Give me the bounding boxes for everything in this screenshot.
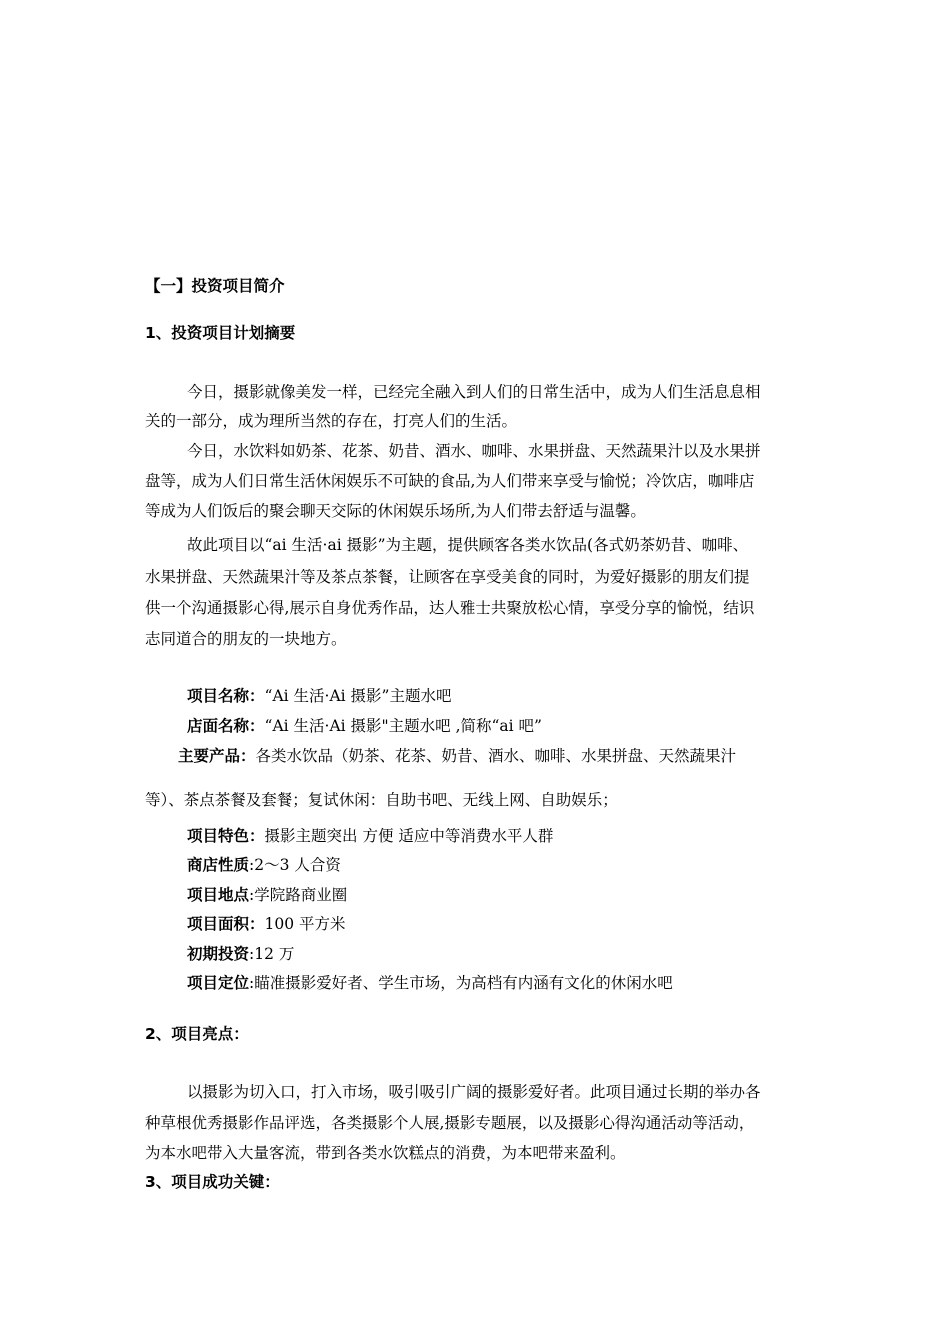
paragraph-line: 今日，摄影就像美发一样，已经完全融入到人们的日常生活中，成为人们生活息息相: [187, 383, 761, 401]
info-key: 项目面积：: [187, 915, 265, 933]
info-value: :12 万: [249, 945, 295, 963]
info-item-store-name: [187, 714, 542, 736]
info-value: :瞄准摄影爱好者、学生市场，为高档有内涵有文化的休闲水吧: [249, 974, 673, 992]
paragraph-line: 水果拼盘、天然蔬果汁等及茶点茶餐，让顾客在享受美食的同时，为爱好摄影的朋友们提: [145, 568, 750, 586]
info-key: 项目特色：: [187, 827, 265, 845]
info-item-store-nature: [187, 853, 341, 875]
subsection-title-summary: 1、投资项目计划摘要: [145, 324, 296, 342]
info-value: 100 平方米: [264, 915, 346, 933]
info-key: 商店性质: [187, 856, 250, 874]
paragraph-line: 以摄影为切入口，打入市场，吸引吸引广阔的摄影爱好者。此项目通过长期的举办各: [187, 1083, 761, 1101]
paragraph-line: 供一个沟通摄影心得,展示自身优秀作品，达人雅士共聚放松心情，享受分享的愉悦，结识: [145, 599, 755, 617]
info-value: 等）、茶点茶餐及套餐；复试休闲：自助书吧、无线上网、自助娱乐；: [145, 791, 618, 809]
info-value: 各类水饮品（奶茶、花茶、奶昔、酒水、咖啡、水果拼盘、天然蔬果汁: [255, 747, 737, 765]
info-key: 初期投资: [187, 945, 250, 963]
info-value: :学院路商业圈: [249, 886, 348, 904]
info-key: 项目定位: [187, 974, 250, 992]
info-item-investment: [187, 942, 294, 964]
info-item-positioning: [187, 971, 673, 993]
paragraph-line: 等成为人们饭后的聚会聊天交际的休闲娱乐场所,为人们带去舒适与温馨。: [145, 502, 646, 520]
info-item-project-name: [187, 684, 451, 706]
paragraph-line: 为本水吧带入大量客流，带到各类水饮糕点的消费，为本吧带来盈利。: [145, 1144, 626, 1162]
info-item-area: [187, 912, 346, 934]
subsection-title-highlights: 2、项目亮点：: [145, 1025, 249, 1043]
info-item-features: [187, 824, 553, 846]
info-item-location: [187, 883, 347, 905]
section-title: 【一】投资项目简介: [145, 277, 285, 295]
paragraph-line: 种草根优秀摄影作品评选，各类摄影个人展,摄影专题展，以及摄影心得沟通活动等活动，: [145, 1114, 755, 1132]
paragraph-line: 盘等，成为人们日常生活休闲娱乐不可缺的食品,为人们带来享受与愉悦；冷饮店，咖啡店: [145, 472, 755, 490]
info-value: “Ai 生活·Ai 摄影"主题水吧 ,简称“ai 吧”: [264, 717, 542, 735]
paragraph-line: 故此项目以“ai 生活·ai 摄影”为主题，提供顾客各类水饮品(各式奶茶奶昔、咖啡、: [187, 536, 749, 554]
info-item-main-products: [178, 744, 736, 766]
subsection-title-success-keys: 3、项目成功关键：: [145, 1173, 280, 1191]
paragraph-line: 志同道合的朋友的一块地方。: [145, 630, 347, 648]
info-key: 项目名称：: [187, 687, 265, 705]
info-key: 项目地点: [187, 886, 250, 904]
info-value: “Ai 生活·Ai 摄影”主题水吧: [264, 687, 452, 705]
info-key: 主要产品：: [178, 747, 256, 765]
paragraph-line: 关的一部分，成为理所当然的存在，打亮人们的生活。: [145, 412, 518, 430]
info-key: 店面名称：: [187, 717, 265, 735]
info-value: :2～3 人合资: [249, 856, 341, 874]
info-item-main-products-cont: [145, 788, 618, 810]
info-value: 摄影主题突出 方便 适应中等消费水平人群: [264, 827, 554, 845]
paragraph-line: 今日，水饮料如奶茶、花茶、奶昔、酒水、咖啡、水果拼盘、天然蔬果汁以及水果拼: [187, 442, 761, 460]
